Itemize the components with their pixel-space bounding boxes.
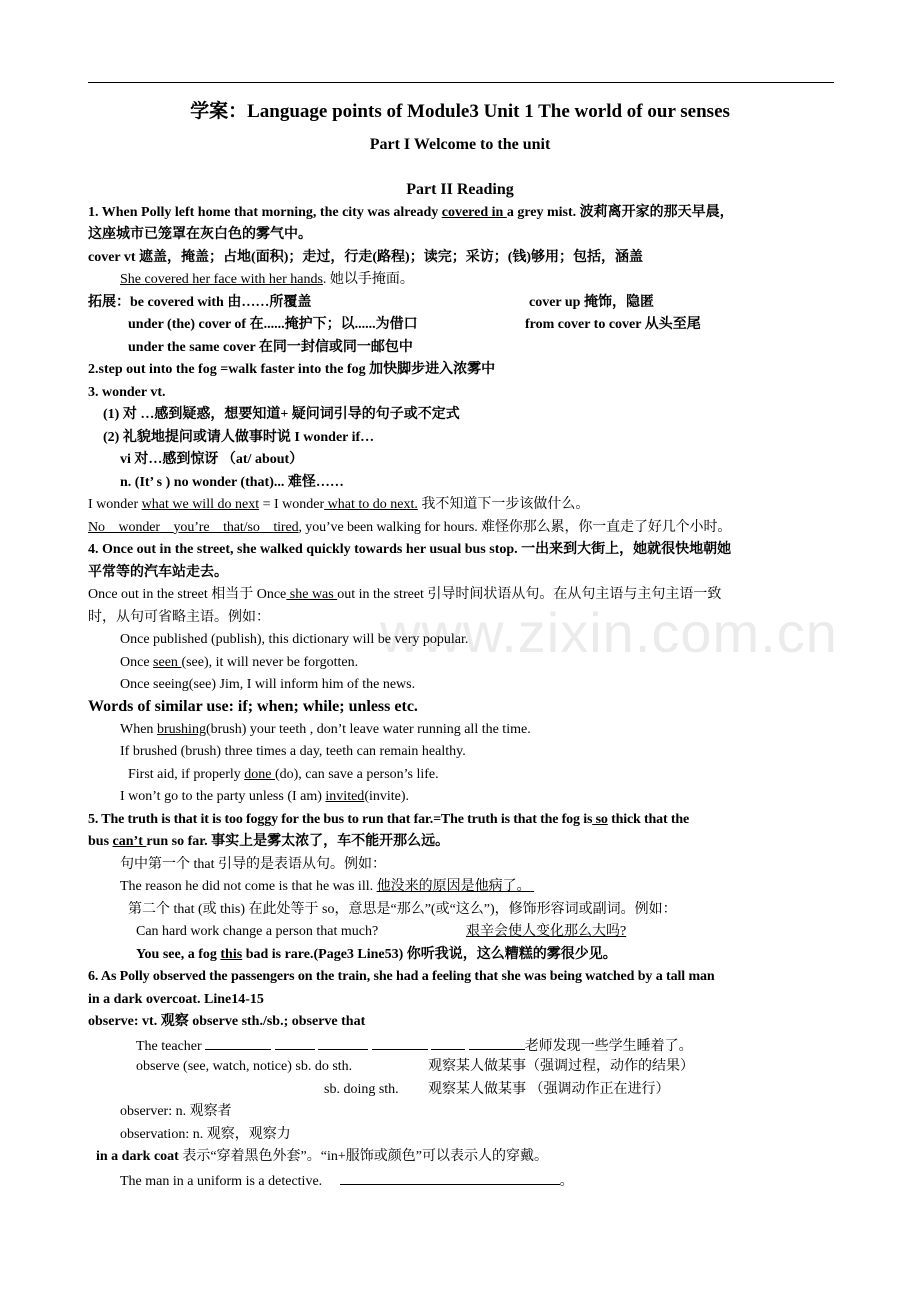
blank-3[interactable] — [318, 1035, 368, 1050]
s4-line4: 时，从句可省略主语。例如： — [88, 610, 270, 625]
s4-example1: Once published (publish), this dictionary will be very popular. — [120, 632, 469, 647]
w-example3: First aid, if properly done (do), can save a person’s life. — [128, 767, 439, 782]
w-example2: If brushed (brush) three times a day, teeth can remain healthy. — [120, 744, 466, 759]
s3-item2: (2) 礼貌地提问或请人做事时说 I wonder if… — [103, 430, 375, 445]
s6-line2: in a dark overcoat. Line14-15 — [88, 992, 264, 1007]
cover-example: She covered her face with her hands. 她以手掩面。 — [120, 272, 414, 287]
s4-line3: Once out in the street 相当于 Once she was out in the street 引导时间状语从句。在从句主语与主句主语一致 — [88, 587, 722, 602]
translation-blank[interactable] — [340, 1170, 560, 1185]
w-example4: I won’t go to the party unless (I am) invited(invite). — [120, 789, 410, 804]
s3-head: 3. wonder vt. — [88, 385, 166, 400]
blank-2[interactable] — [275, 1035, 315, 1050]
s5-line3: 句中第一个 that 引导的是表语从句。例如： — [120, 857, 386, 872]
s2-line: 2.step out into the fog =walk faster into the fog 加快脚步进入浓雾中 — [88, 362, 496, 377]
s3-item1: (1) 对 …感到疑惑，想要知道+ 疑问词引导的句子或不定式 — [103, 407, 460, 422]
s1-line1: 1. When Polly left home that morning, the city was already covered in a grey mist. 波莉离开家的那天早晨， — [88, 205, 734, 220]
s4-line1: 4. Once out in the street, she walked quickly towards her usual bus stop. 一出来到大街上，她就很快地朝她 — [88, 542, 732, 557]
observe-pattern2: sb. doing sth. — [324, 1082, 399, 1097]
observer-def: observer: n. 观察者 — [120, 1104, 232, 1119]
cover-definition: cover vt 遮盖，掩盖；占地(面积)；走过，行走(路程)；读完；采访；(钱)够用；包括，涵盖 — [88, 250, 644, 265]
s5-line1: 5. The truth is that it is too foggy for the bus to run that far.=The truth is that the fog is so thick that the — [88, 812, 690, 827]
page-title: 学案：Language points of Module3 Unit 1 The world of our senses — [190, 101, 730, 122]
s5-line2: bus can’t run so far. 事实上是雾太浓了，车不能开那么远。 — [88, 834, 450, 849]
s5-line5: 第二个 that (或 this) 在此处等于 so，意思是“那么”(或“这么”)，修饰形容词或副词。例如： — [128, 902, 677, 917]
observe-pattern1: observe (see, watch, notice) sb. do sth. — [136, 1059, 353, 1074]
in-dark-coat-note: in a dark coat 表示“穿着黑色外套”。“in+服饰或颜色”可以表示人的穿戴。 — [96, 1149, 548, 1164]
part1-heading: Part I Welcome to the unit — [369, 136, 551, 153]
observe-pattern2-note: 观察某人做某事 （强调动作正在进行） — [428, 1082, 670, 1097]
s4-example3: Once seeing(see) Jim, I will inform him of the news. — [120, 677, 416, 692]
blank-5[interactable] — [431, 1035, 465, 1050]
uniform-sentence: The man in a uniform is a detective. 。 — [120, 1170, 834, 1192]
s5-line4: The reason he did not come is that he was ill. 他没来的原因是他病了。 — [120, 879, 531, 894]
s1-line2: 这座城市已笼罩在灰白色的雾气中。 — [88, 227, 312, 242]
s3-example2: No wonder you’re that/so tired, you’ve been walking for hours. 难怪你那么累，你一直走了好几个小时。 — [88, 520, 732, 535]
observe-fill-sentence: The teacher 老师发现一些学生睡着了。 — [136, 1035, 834, 1057]
s3-item3: vi 对…感到惊讶 （at/ about） — [120, 452, 304, 467]
part2-heading: Part II Reading — [406, 181, 514, 198]
blank-6[interactable] — [469, 1035, 525, 1050]
words-similar-heading: Words of similar use: if; when; while; unless etc. — [88, 698, 418, 715]
blank-4[interactable] — [372, 1035, 428, 1050]
watermark: www.zixin.com.cn — [380, 601, 838, 664]
s4-example2: Once seen (see), it will never be forgotten. — [120, 655, 359, 670]
ext-line1b: cover up 掩饰，隐匿 — [529, 295, 654, 310]
top-rule — [88, 82, 834, 83]
s5-line6b: 艰辛会使人变化那么大吗? — [466, 924, 627, 939]
s4-line2: 平常等的汽车站走去。 — [88, 565, 228, 580]
s3-item4: n. (It’ s ) no wonder (that)... 难怪…… — [120, 475, 344, 490]
w-example1: When brushing(brush) your teeth , don’t leave water running all the time. — [120, 722, 531, 737]
observation-def: observation: n. 观察，观察力 — [120, 1127, 291, 1142]
s5-line7: You see, a fog this bad is rare.(Page3 Line53) 你听我说，这么糟糕的雾很少见。 — [136, 947, 617, 962]
ext-line2b: from cover to cover 从头至尾 — [525, 317, 701, 332]
s3-example1: I wonder what we will do next = I wonder what to do next. 我不知道下一步该做什么。 — [88, 497, 590, 512]
blank-1[interactable] — [205, 1035, 271, 1050]
ext-line3: under the same cover 在同一封信或同一邮包中 — [128, 340, 413, 355]
ext-line1: 拓展：be covered with 由……所覆盖 — [88, 295, 312, 310]
s6-line1: 6. As Polly observed the passengers on the train, she had a feeling that she was being watched by a tall man — [88, 969, 715, 984]
s5-line6a: Can hard work change a person that much? — [136, 924, 379, 939]
observe-definition: observe: vt. 观察 observe sth./sb.; observe that — [88, 1014, 366, 1029]
ext-line2: under (the) cover of 在......掩护下；以......为借口 — [128, 317, 418, 332]
observe-pattern1-note: 观察某人做某事（强调过程，动作的结果） — [428, 1059, 694, 1074]
